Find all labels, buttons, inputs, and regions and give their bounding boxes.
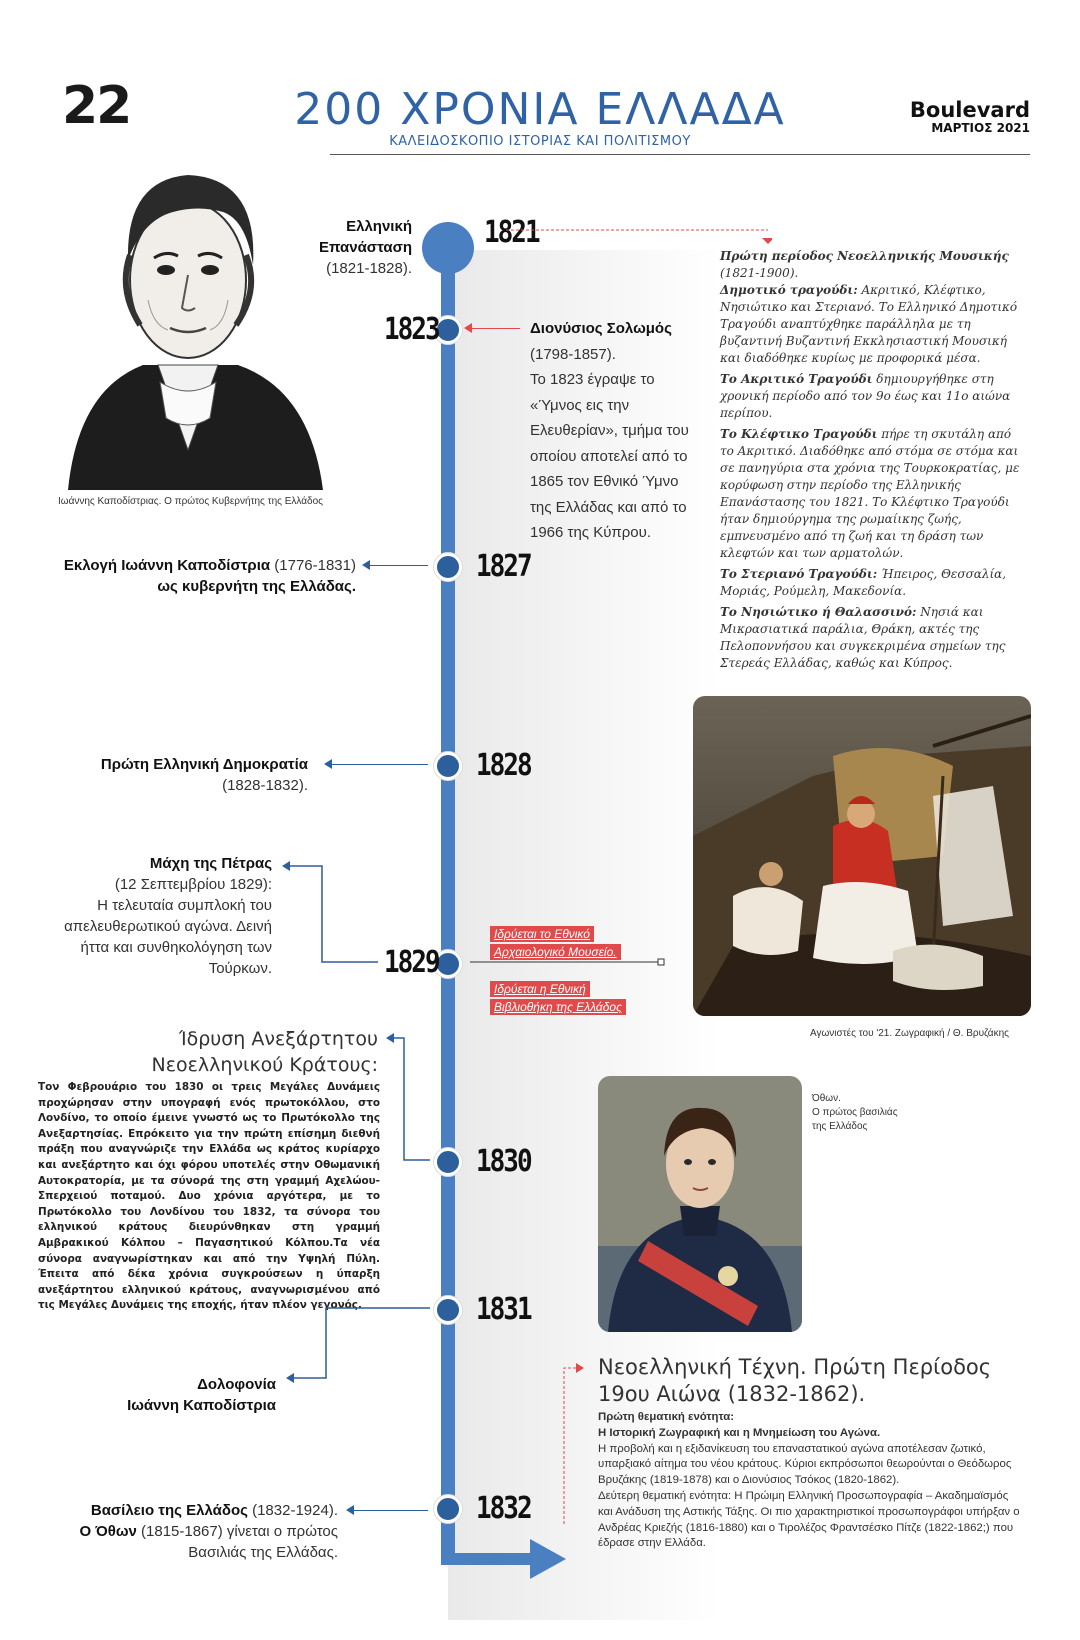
event-1830-text: Τον Φεβρουάριο του 1830 οι τρεις Μεγάλες Δυνάμεις προχώρησαν στην υπογραφή ενός πρωτοκόλλου, στο Λονδίνο, το οποίο έμεινε γνωστό ως το Πρωτόκολλο της Ανεξαρτησίας. Επρόκειτο για την πρώτη επίσημη διεθνή πράξη που αναγνώριζε την Ελλάδα ως κράτος κυρίαρχο και ανεξάρτητο και όχι φόρου υποτελές στην Οθωμανική Αυτοκρατορία, με τα σύνορά της στη γραμμή Αχελώου-Σπερχειού ποταμού. Δυο χρόνια αργότερα, με το Πρωτόκολλο του Λονδίνου του 1832, τα σύνορα του ελληνικού κράτους διευρύνθηκαν στη γραμμή Αμβρακικού Κόλπου – Παγασητικού Κόλπου.Τα νέα σύνορα αναγνωρίστηκαν και από την Υψηλή Πύλη. Έπειτα από δέκα χρόνια συγκρούσεων η ύπαρξη ανεξάρτητου ελληνικού κράτους, αναγνωρισμένου από τις Μεγάλες Δυνάμεις της εποχής, ήταν πλέον γεγονός. xyxy=(38,1081,380,1312)
timeline-dot-1831 xyxy=(434,1296,462,1324)
music-p4: Ήπειρος, Θεσσαλία, Μοριάς, Ρούμελη, Μακεδονία. xyxy=(720,567,1007,598)
event-1831-title: Δολοφονία xyxy=(197,1376,276,1393)
event-1821-dates: (1821-1828). xyxy=(326,260,412,277)
tag-museum-line2: Αρχαιολογικό Μουσείο. xyxy=(490,944,621,960)
music-p2-title: Το Ακριτικό Τραγούδι xyxy=(720,372,873,386)
music-dates: (1821-1900). xyxy=(720,266,799,280)
year-1832: 1832 xyxy=(476,1491,531,1527)
magazine-logo: Boulevard xyxy=(909,98,1030,122)
otto-caption xyxy=(812,1092,898,1134)
timeline-line xyxy=(441,245,455,1565)
year-1831: 1831 xyxy=(476,1292,531,1328)
timeline-dot-1830 xyxy=(434,1148,462,1176)
art-sub2: Η Ιστορική Ζωγραφική και η Μνημείωση του Αγώνα. xyxy=(598,1426,881,1439)
event-1827-title: Εκλογή Ιωάννη Καποδίστρια xyxy=(63,557,271,574)
arrowhead-icon xyxy=(362,560,370,570)
tag-library-line1: Ιδρύεται η Εθνική xyxy=(490,981,590,997)
music-p1-title: Δημοτικό τραγούδι: xyxy=(720,283,858,297)
connector-1832 xyxy=(352,1510,428,1511)
year-1828: 1828 xyxy=(476,748,531,784)
event-1829-text: Η τελευταία συμπλοκή του απελευθερωτικού αγώνα. Δεινή ήττα και συνθηκολόγηση των Τούρκων. xyxy=(64,897,272,977)
event-1831-title-2: Ιωάννη Καποδίστρια xyxy=(127,1397,276,1414)
timeline-dot-1827 xyxy=(434,553,462,581)
portrait-caption: Ιωάννης Καποδίστριας. Ο πρώτος Κυβερνήτης της Ελλάδος xyxy=(58,496,323,507)
arrowhead-icon xyxy=(324,759,332,769)
music-title: Πρώτη περίοδος Νεοελληνικής Μουσικής xyxy=(720,249,1009,263)
art-text2: Δεύτερη θεματική ενότητα: Η Πρώιμη Ελληνική Προσωπογραφία – Ακαδημαϊσμός και Ανάδυση της Αστικής Τάξης. Οι πιο χαρακτηριστικοί προσωπογράφοι υπήρξαν ο Ανδρέας Κριεζής (1816-1880) και ο Τιρολέζος Φραντσέσκο Πίτζε (1822-1862;) που έδρασε στην Ελλάδα. xyxy=(598,1489,1020,1550)
tag-museum xyxy=(490,925,621,961)
arrowhead-icon xyxy=(346,1505,354,1515)
event-1828 xyxy=(60,754,308,796)
timeline-dot-1828 xyxy=(434,752,462,780)
art-section xyxy=(598,1410,1022,1552)
music-p2: δημιουργήθηκε στη χρονική περίοδο από τον 9ο έως και 11ο αιώνα περίπου. xyxy=(720,372,1011,420)
event-1828-title: Πρώτη Ελληνική Δημοκρατία xyxy=(100,756,308,773)
music-p4-title: Το Στεριανό Τραγούδι: xyxy=(720,567,878,581)
event-1832-dates: (1832-1924). xyxy=(252,1502,338,1519)
connector-1827 xyxy=(368,565,428,566)
tag-library xyxy=(490,980,626,1016)
event-1823-dates: (1798-1857). xyxy=(530,345,616,363)
event-1823 xyxy=(530,316,700,546)
issue-date: ΜΑΡΤΙΟΣ 2021 xyxy=(931,121,1030,135)
art-heading: Νεοελληνική Τέχνη. Πρώτη Περίοδος 19ου Αιώνα (1832-1862). xyxy=(598,1355,992,1406)
music-p1: Ακριτικό, Κλέφτικο, Νησιώτικο και Στεριανό. Το Ελληνικό Δημοτικό Τραγούδι αναπτύχθηκε παράλληλα με τη βυζαντινή Βυζαντινή Εκκλησιαστική Μουσική και διαδόθηκε κυρίως με προφορικά μέσα. xyxy=(720,283,1018,365)
event-1823-text: Το 1823 έγραψε το «Ύμνος εις την Ελευθερίαν», τμήμα του οποίου αποτελεί από το 1865 τον Εθνικό Ύμνο της Ελλάδας και από το 1966 της Κύπρου. xyxy=(530,371,689,541)
event-1829-dates: (12 Σεπτεμβρίου 1829): xyxy=(114,876,272,893)
timeline-start-dot xyxy=(422,222,474,274)
event-1831 xyxy=(80,1374,276,1416)
event-1829 xyxy=(40,853,272,979)
event-1832-title-2: Ο Όθων xyxy=(79,1523,137,1540)
event-1832-text: (1815-1867) γίνεται ο πρώτος Βασιλιάς της Ελλάδας. xyxy=(141,1523,338,1561)
tag-library-line2: Βιβλιοθήκη της Ελλάδος xyxy=(490,999,626,1015)
event-1823-title: Διονύσιος Σολωμός xyxy=(530,320,672,337)
timeline-arrow-icon xyxy=(530,1539,566,1579)
year-1829: 1829 xyxy=(384,945,439,981)
event-1830-heading: Ίδρυση Ανεξάρτητου Νεοελληνικού Κράτους: xyxy=(151,1028,378,1076)
otto-caption-line1: Όθων. xyxy=(812,1093,841,1104)
event-1828-dates: (1828-1832). xyxy=(222,777,308,794)
timeline-dot-1832 xyxy=(434,1495,462,1523)
kapodistrias-portrait xyxy=(48,150,330,490)
event-1832 xyxy=(60,1500,338,1563)
event-1821 xyxy=(300,216,412,279)
fighters-painting xyxy=(693,696,1031,1016)
connector-1823 xyxy=(470,328,520,329)
connector-1821 xyxy=(506,228,772,248)
event-1821-title: Ελληνική Επανάσταση xyxy=(318,218,412,256)
connector-1831 xyxy=(284,1306,434,1386)
event-1827-dates: (1776-1831) xyxy=(274,557,356,574)
timeline-line-bottom xyxy=(441,1553,531,1565)
event-1829-title: Μάχη της Πέτρας xyxy=(149,855,272,872)
music-p3-title: Το Κλέφτικο Τραγούδι xyxy=(720,427,878,441)
connector-1828 xyxy=(330,764,428,765)
event-1827 xyxy=(50,555,356,597)
connector-art xyxy=(556,1356,586,1526)
otto-caption-line3: της Ελλάδος xyxy=(812,1121,868,1132)
page-title: 200 ΧΡΟΝΙΑ ΕΛΛΑΔΑ xyxy=(294,84,786,135)
arrowhead-icon xyxy=(464,323,472,333)
event-1827-title-2: ως κυβερνήτη της Ελλάδας. xyxy=(157,578,356,595)
music-p5-title: Το Νησιώτικο ή Θαλασσινό: xyxy=(720,605,917,619)
otto-portrait xyxy=(598,1076,802,1332)
music-p5: Νησιά και Μικρασιατικά παράλια, Θράκη, ακτές της Πελοποννήσου και συγκεκριμένα σημείων της Στερεάς Ελλάδας, καθώς και Κύπρος. xyxy=(720,605,1006,670)
music-section xyxy=(720,248,1026,672)
event-1832-title: Βασίλειο της Ελλάδος xyxy=(90,1502,248,1519)
year-1827: 1827 xyxy=(476,549,531,585)
music-p3: πήρε τη σκυτάλη από το Ακριτικό. Διαδόθηκε από στόμα σε στόμα και σε πανηγύρια στα χρόνια της Τουρκοκρατίας, με κορύφωση στην περίοδο της Ελληνικής Επανάστασης του 1821. Το Κλέφτικο Τραγούδι ήταν δημιούργημα της ρωμαίικης ζωής, εμπνευσμένο από τη ζωή και τη δράση των κλεφτών και των αρματολών. xyxy=(720,427,1020,560)
year-1823: 1823 xyxy=(384,312,439,348)
page-subtitle: ΚΑΛΕΙΔΟΣΚΟΠΙΟ ΙΣΤΟΡΙΑΣ ΚΑΙ ΠΟΛΙΤΙΣΜΟΥ xyxy=(389,134,691,149)
year-1821: 1821 xyxy=(484,215,539,251)
page-number: 22 xyxy=(62,76,131,136)
connector-1829 xyxy=(280,858,380,968)
tag-museum-line1: Ιδρύεται το Εθνικό xyxy=(490,926,594,942)
year-1830: 1830 xyxy=(476,1144,531,1180)
connector-1830 xyxy=(384,1030,434,1170)
otto-caption-line2: Ο πρώτος βασιλιάς xyxy=(812,1107,898,1118)
art-sub1: Πρώτη θεματική ενότητα: xyxy=(598,1411,735,1423)
art-text1: Η προβολή και η εξιδανίκευση του επαναστατικού αγώνα αποτέλεσαν ζωτικό, υπαρξιακό αίτημα του νέου κράτους. Κύριοι εκπρόσωποι θεωρούνται ο Θεόδωρος Βρυζάκης (1819-1878) και ο Διονύσιος Τσόκος (1820-1862). xyxy=(598,1442,1012,1487)
painting-caption: Αγωνιστές του '21. Ζωγραφική / Θ. Βρυζάκης xyxy=(810,1028,1009,1039)
